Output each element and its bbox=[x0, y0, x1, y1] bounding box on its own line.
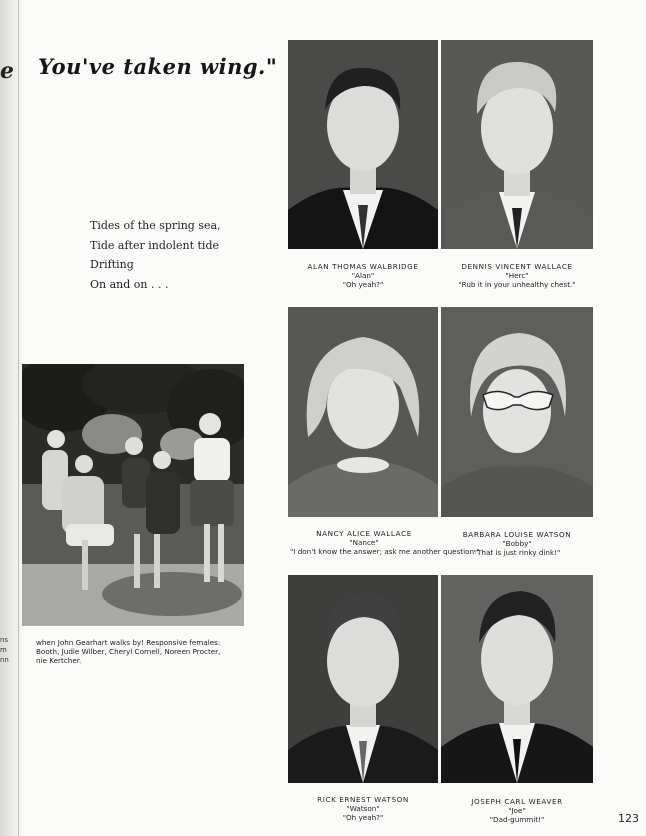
student-quote: "I don't know the answer; ask me another question." bbox=[290, 547, 480, 556]
student-name: RICK ERNEST WATSON bbox=[317, 795, 409, 804]
facing-page-title-fragment: e bbox=[0, 58, 14, 84]
student-nickname: "Watson" bbox=[346, 804, 380, 813]
student-name: DENNIS VINCENT WALLACE bbox=[461, 262, 573, 271]
facing-page-text-fragment: ns bbox=[0, 636, 9, 644]
student-nickname: "Herc" bbox=[505, 271, 529, 280]
portrait-caption bbox=[290, 529, 480, 556]
student-name: BARBARA LOUISE WATSON bbox=[462, 530, 572, 539]
student-quote: "Oh yeah?" bbox=[342, 813, 384, 822]
student-name: JOSEPH CARL WEAVER bbox=[471, 797, 563, 806]
portrait-caption bbox=[288, 795, 438, 822]
portrait-photo bbox=[288, 307, 438, 517]
group-photo bbox=[22, 364, 244, 626]
student-name: NANCY ALICE WALLACE bbox=[316, 529, 412, 538]
portrait-photo bbox=[288, 40, 438, 249]
poem-line: Drifting bbox=[90, 258, 134, 271]
facing-page-text-fragment: m bbox=[0, 646, 7, 654]
portrait-photo bbox=[441, 575, 593, 783]
portrait-caption bbox=[441, 530, 593, 557]
student-quote: "Dad-gummit!" bbox=[489, 815, 545, 824]
poem-line: Tide after indolent tide bbox=[90, 238, 220, 252]
group-photo-caption: when John Gearhart walks by! Responsive females: Booth, Judie Wilber, Cheryl Cornell, Noreen Procter, nie Kertcher. bbox=[36, 638, 221, 665]
spine-line bbox=[18, 0, 19, 836]
portrait-photo bbox=[441, 40, 593, 249]
student-nickname: "Joe" bbox=[508, 806, 526, 815]
student-quote: "Rub it in your unhealthy chest." bbox=[458, 280, 576, 289]
poem-line: Tides of the spring sea, bbox=[90, 219, 221, 232]
portrait-caption bbox=[288, 262, 438, 289]
facing-page-text-fragment: nn bbox=[0, 656, 9, 664]
poem-line: On and on . . . bbox=[90, 277, 169, 291]
student-nickname: "Alan" bbox=[351, 271, 375, 280]
student-nickname: "Nance" bbox=[349, 538, 379, 547]
poem bbox=[90, 216, 221, 294]
student-quote: "Oh yeah?" bbox=[342, 280, 384, 289]
student-quote: "That is just rinky dink!" bbox=[473, 548, 561, 557]
portrait-photo bbox=[288, 575, 438, 783]
student-nickname: "Bobby" bbox=[502, 539, 532, 548]
student-name: ALAN THOMAS WALBRIDGE bbox=[307, 262, 419, 271]
portrait-caption bbox=[441, 797, 593, 824]
page-number: 123 bbox=[618, 812, 639, 825]
portrait-caption bbox=[441, 262, 593, 289]
portrait-photo bbox=[441, 307, 593, 517]
page-title: You've taken wing." bbox=[38, 54, 278, 79]
